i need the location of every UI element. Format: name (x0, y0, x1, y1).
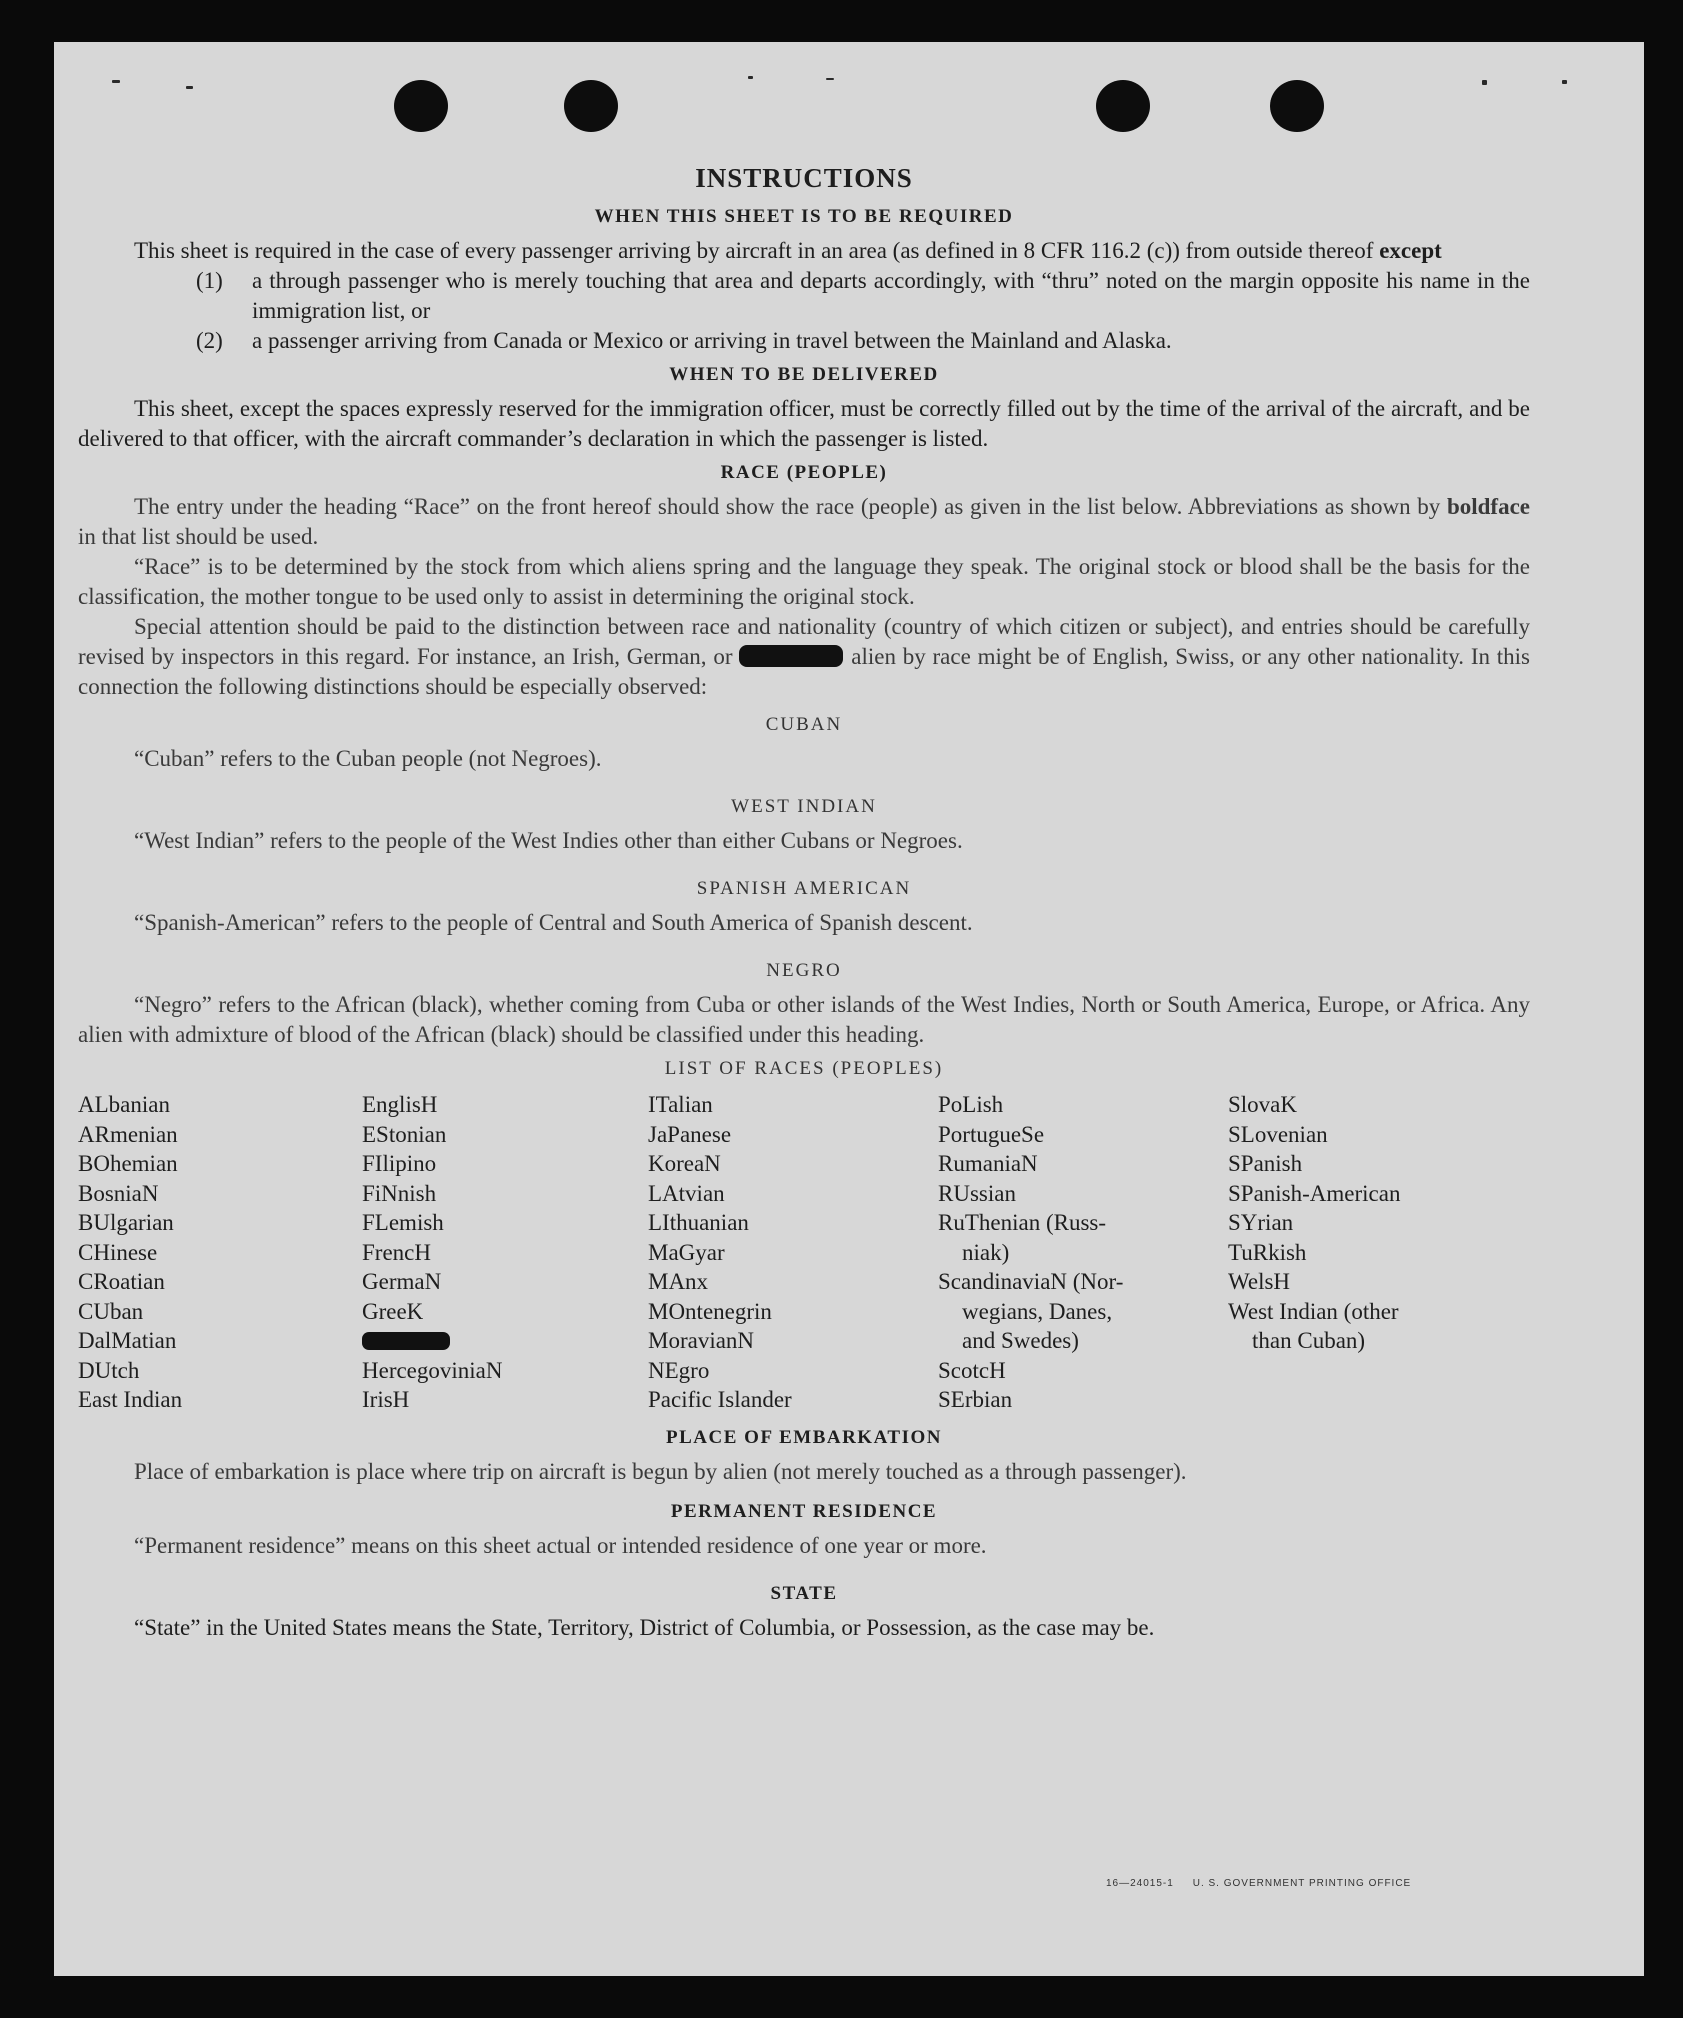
printer-credit: U. S. GOVERNMENT PRINTING OFFICE (1192, 1878, 1412, 1889)
race-paragraph-2: “Race” is to be determined by the stock from which aliens spring and the language they speak. The original stock or blood shall be the basis for the classification, the mother tongue to be used only to assist in determining the original stock. (78, 554, 1530, 609)
punch-hole (394, 80, 448, 132)
when-required-intro: This sheet is required in the case of every passenger arriving by aircraft in an area (as defined in 8 CFR 116.2 (c)) from outside thereof except (134, 238, 1442, 263)
race-entry: RUssian (938, 1180, 1016, 1206)
embarkation-text: Place of embarkation is place where trip on aircraft is begun by alien (not merely touched as a through passenger). (134, 1458, 1187, 1484)
list-item: (2) a passenger arriving from Canada or Mexico or arriving in travel between the Mainland and Alaska. (196, 328, 1172, 353)
race-column (1228, 1090, 1518, 1415)
form-footer (1106, 1878, 1411, 1889)
race-entry: MoravianN (648, 1328, 755, 1353)
race-entry: WelsH (1228, 1269, 1291, 1294)
spanish-american-text: “Spanish-American” refers to the people of Central and South America of Spanish descent. (134, 910, 973, 935)
race-entry: BOhemian (78, 1151, 178, 1176)
section-heading-when-required: WHEN THIS SHEET IS TO BE REQUIRED (594, 206, 1014, 227)
race-entry: ScandinaviaN (Nor- (938, 1269, 1124, 1294)
race-entry: DUtch (78, 1357, 140, 1383)
race-entry: HercegoviniaN (362, 1357, 503, 1383)
race-entry: PoLish (938, 1092, 1004, 1117)
race-entry: niak) (962, 1239, 1010, 1265)
section-heading-list-of-races: LIST OF RACES (PEOPLES) (664, 1058, 944, 1079)
document-sheet (54, 42, 1644, 1976)
race-entry: ITalian (648, 1092, 713, 1117)
cuban-text: “Cuban” refers to the Cuban people (not Negroes). (134, 746, 602, 771)
race-entry: TuRkish (1228, 1239, 1307, 1265)
race-column (938, 1090, 1228, 1415)
speck (186, 86, 193, 89)
race-entry: SLovenian (1228, 1121, 1328, 1147)
section-heading-west-indian: WEST INDIAN (731, 796, 877, 817)
speck (1562, 80, 1567, 84)
section-heading-embarkation: PLACE OF EMBARKATION (666, 1426, 942, 1448)
west-indian-text: “West Indian” refers to the people of the West Indies other than either Cubans or Negroes. (134, 828, 963, 853)
punch-hole (1096, 80, 1150, 132)
race-entry: RuThenian (Russ- (938, 1210, 1107, 1235)
race-entry: FIlipino (362, 1151, 437, 1176)
race-entry: EnglisH (362, 1092, 438, 1117)
section-heading-when-delivered: WHEN TO BE DELIVERED (669, 364, 939, 385)
race-entry: RumaniaN (938, 1151, 1038, 1176)
race-entry: West Indian (other (1228, 1298, 1399, 1324)
race-entry: FrencH (362, 1239, 431, 1265)
race-entry: ARmenian (78, 1121, 178, 1147)
race-entry: PortugueSe (938, 1121, 1045, 1147)
redaction-mark (739, 645, 843, 667)
race-entry: KoreaN (648, 1151, 721, 1176)
negro-text: “Negro” refers to the African (black), whether coming from Cuba or other islands of the West Indies, North or South America, Europe, or Africa. Any alien with admixture of blood of the African (black) should be classified under this heading. (78, 992, 1530, 1047)
race-entry: CUban (78, 1298, 144, 1324)
race-entry: GreeK (362, 1298, 424, 1324)
race-entry: DalMatian (78, 1328, 177, 1353)
section-heading-cuban: CUBAN (765, 714, 843, 735)
race-entry: FiNnish (362, 1180, 437, 1206)
speck (112, 80, 120, 83)
race-entry: MAnx (648, 1269, 709, 1294)
race-entry: FLemish (362, 1210, 444, 1235)
race-entry: MOntenegrin (648, 1298, 772, 1324)
race-entry: LAtvian (648, 1180, 725, 1206)
speck (748, 76, 753, 79)
punch-hole (564, 80, 618, 132)
page-title: INSTRUCTIONS (695, 163, 913, 193)
race-entry: SPanish (1228, 1151, 1303, 1176)
race-entry: GermaN (362, 1269, 442, 1294)
race-entry: CHinese (78, 1239, 158, 1265)
list-item: (1) a through passenger who is merely touching that area and departs accordingly, with “thru” noted on the margin opposite his name in the immigration list, or (196, 268, 1530, 323)
race-entry: wegians, Danes, (962, 1298, 1113, 1324)
race-column (78, 1090, 362, 1415)
speck (1482, 80, 1487, 85)
race-entry: and Swedes) (962, 1328, 1079, 1353)
race-paragraph-1: The entry under the heading “Race” on the front hereof should show the race (people) as given in the list below. Abbreviations as shown by boldface in that list should be used. (78, 494, 1530, 549)
residence-text: “Permanent residence” means on this sheet actual or intended residence of one year or more. (134, 1532, 987, 1558)
race-column (648, 1090, 938, 1415)
form-code: 16—24015-1 (1106, 1878, 1174, 1889)
section-heading-spanish-american: SPANISH AMERICAN (696, 878, 912, 899)
redaction-mark (362, 1332, 450, 1350)
race-entry: IrisH (362, 1387, 410, 1412)
races-list (78, 1090, 1530, 1415)
section-heading-negro: NEGRO (766, 960, 842, 981)
race-entry: MaGyar (648, 1239, 725, 1265)
race-entry-redacted (362, 1326, 648, 1356)
race-entry: SlovaK (1228, 1092, 1297, 1117)
section-heading-residence: PERMANENT RESIDENCE (670, 1500, 938, 1522)
race-entry: SYrian (1228, 1210, 1294, 1235)
race-entry: BosniaN (78, 1180, 159, 1206)
race-entry: NEgro (648, 1357, 710, 1383)
race-entry: East Indian (78, 1387, 183, 1412)
race-entry: EStonian (362, 1121, 447, 1147)
speck (826, 78, 834, 80)
race-entry: than Cuban) (1252, 1328, 1366, 1353)
section-heading-state: STATE (770, 1582, 838, 1604)
race-entry: ScotcH (938, 1357, 1006, 1383)
race-paragraph-3: Special attention should be paid to the distinction between race and nationality (country of which citizen or subject), and entries should be carefully revised by inspectors in this regard. For instance, an Irish, German, or alien by race might be of English, Swiss, or any other nationality. In this connection the following distinctions should be especially observed: (78, 614, 1530, 699)
race-entry: SPanish-American (1228, 1180, 1401, 1206)
section-heading-race: RACE (PEOPLE) (720, 462, 888, 483)
race-entry: ALbanian (78, 1092, 170, 1117)
race-entry: JaPanese (648, 1121, 732, 1147)
when-delivered-text: This sheet, except the spaces expressly reserved for the immigration officer, must be correctly filled out by the time of the arrival of the aircraft, and be delivered to that officer, with the aircraft commander’s declaration in which the passenger is listed. (78, 396, 1530, 451)
state-text: “State” in the United States means the State, Territory, District of Columbia, or Possession, as the case may be. (134, 1614, 1155, 1640)
race-entry: SErbian (938, 1387, 1013, 1412)
race-entry: LIthuanian (648, 1210, 749, 1235)
race-entry: BUlgarian (78, 1210, 174, 1235)
document-content (78, 162, 1530, 1643)
race-entry: CRoatian (78, 1269, 165, 1294)
punch-hole (1270, 80, 1324, 132)
race-entry: Pacific Islander (648, 1387, 792, 1412)
race-column (362, 1090, 648, 1415)
